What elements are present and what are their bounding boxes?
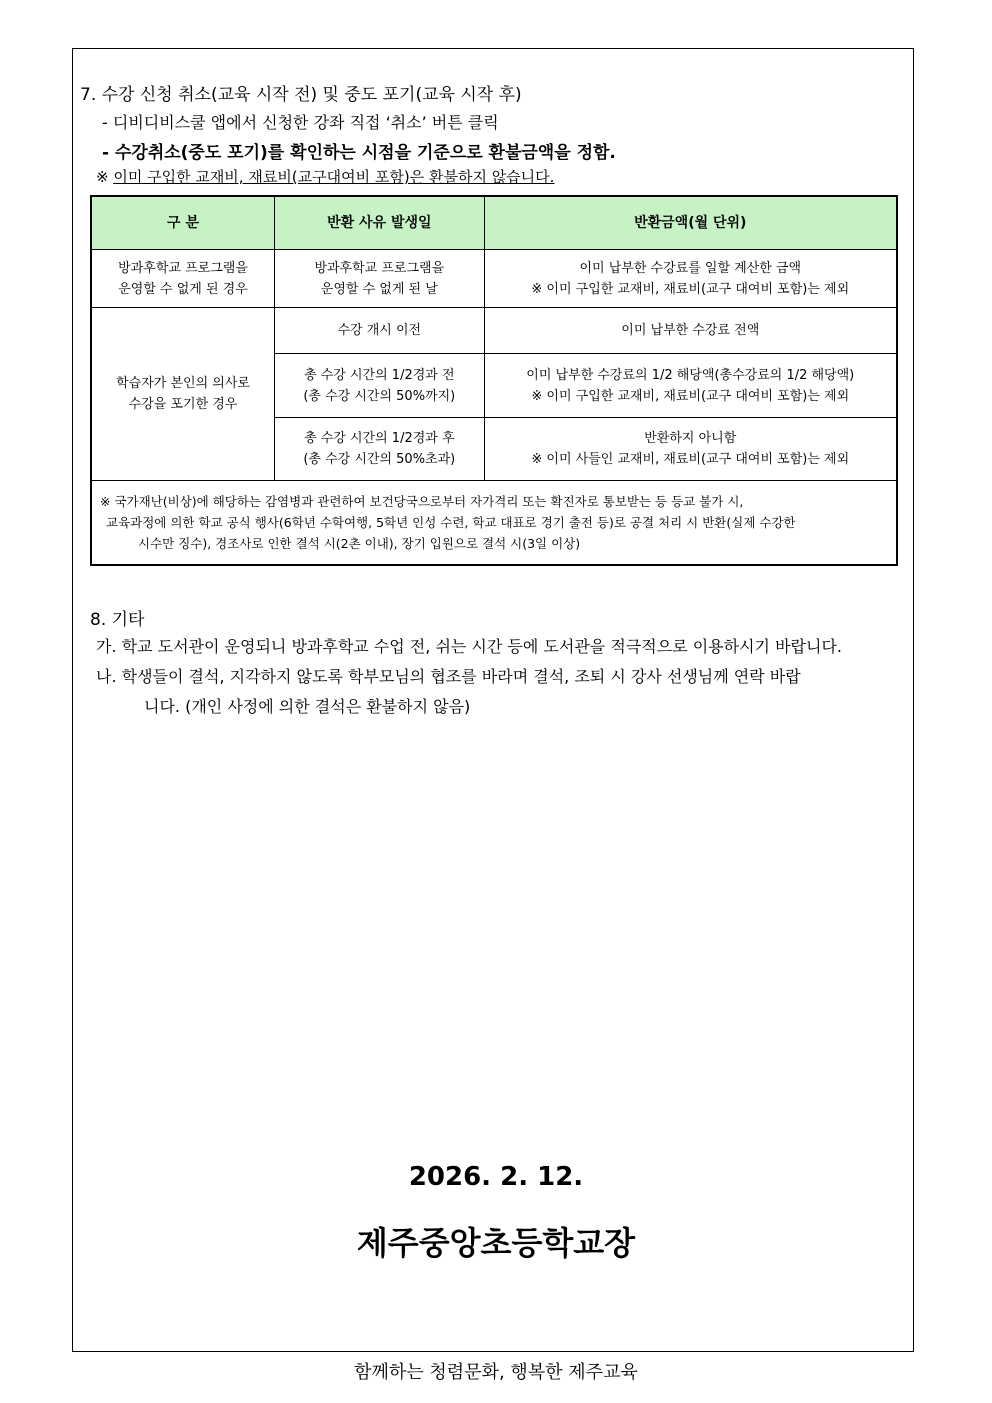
table-note: ※ 국가재난(비상)에 해당하는 감염병과 관련하여 보건당국으로부터 자가격리 또는 확진자로 통보받는 등 등교 불가 시, 교육과정에 의한 학교 공식 행사(6학년 수학여행, 5학년 인성 수련, 학교 대표로 경기 출전 등)로 공결 처리 시 반환(실제 수강한 시수만 징수), 경조사로 인한 결석 시(2촌 이내), 장기 입원으로 결석 시(3일 이상) bbox=[91, 481, 897, 566]
table-note-row bbox=[91, 481, 897, 566]
section7-bullet-cancel: - 디비디비스쿨 앱에서 신청한 강좌 직접 ‘취소’ 버튼 클릭 bbox=[102, 113, 499, 132]
header-category: 구 분 bbox=[91, 196, 275, 250]
document-date: 2026. 2. 12. bbox=[408, 1162, 584, 1192]
section8-item-attendance: 나. 학생들이 결석, 지각하지 않도록 학부모님의 협조를 바라며 결석, 조퇴 시 강사 선생님께 연락 바랍 bbox=[96, 667, 801, 686]
header-date: 반환 사유 발생일 bbox=[275, 196, 485, 250]
note-text: 이미 구입한 교재비, 재료비(교구대여비 포함)은 환불하지 않습니다. bbox=[113, 168, 555, 186]
cell-amount: 이미 납부한 수강료를 일할 계산한 금액 ※ 이미 구입한 교재비, 재료비(교구 대여비 포함)는 제외 bbox=[484, 250, 897, 308]
footer-slogan: 함께하는 청렴문화, 행복한 제주교육 bbox=[354, 1362, 638, 1383]
section7-bullet-refund-basis: - 수강취소(중도 포기)를 확인하는 시점을 기준으로 환불금액을 정함. bbox=[102, 143, 616, 163]
cell-date: 총 수강 시간의 1/2경과 전 (총 수강 시간의 50%까지) bbox=[275, 354, 485, 418]
cell-category: 방과후학교 프로그램을 운영할 수 없게 된 경우 bbox=[91, 250, 275, 308]
table-row bbox=[91, 308, 897, 354]
cell-date: 총 수강 시간의 1/2경과 후 (총 수강 시간의 50%초과) bbox=[275, 418, 485, 481]
cell-date: 수강 개시 이전 bbox=[275, 308, 485, 354]
refund-table bbox=[90, 195, 898, 566]
cell-date: 방과후학교 프로그램을 운영할 수 없게 된 날 bbox=[275, 250, 485, 308]
cell-category: 학습자가 본인의 의사로 수강을 포기한 경우 bbox=[91, 308, 275, 481]
section8-item-library: 가. 학교 도서관이 운영되니 방과후학교 수업 전, 쉬는 시간 등에 도서관을 적극적으로 이용하시기 바랍니다. bbox=[96, 637, 842, 656]
section8-title: 8. 기타 bbox=[90, 610, 145, 630]
cell-amount: 반환하지 아니함 ※ 이미 사들인 교재비, 재료비(교구 대여비 포함)는 제외 bbox=[484, 418, 897, 481]
principal-signature: 제주중앙초등학교장 bbox=[356, 1224, 636, 1262]
cell-amount: 이미 납부한 수강료 전액 bbox=[484, 308, 897, 354]
section7-title: 7. 수강 신청 취소(교육 시작 전) 및 중도 포기(교육 시작 후) bbox=[80, 85, 522, 105]
table-row bbox=[91, 250, 897, 308]
table-header-row bbox=[91, 196, 897, 250]
note-mark: ※ bbox=[96, 168, 114, 186]
section7-note bbox=[96, 166, 554, 187]
cell-amount: 이미 납부한 수강료의 1/2 해당액(총수강료의 1/2 해당액) ※ 이미 구입한 교재비, 재료비(교구 대여비 포함)는 제외 bbox=[484, 354, 897, 418]
header-amount: 반환금액(월 단위) bbox=[484, 196, 897, 250]
section8-item-attendance-cont: 니다. (개인 사정에 의한 결석은 환불하지 않음) bbox=[144, 697, 471, 716]
